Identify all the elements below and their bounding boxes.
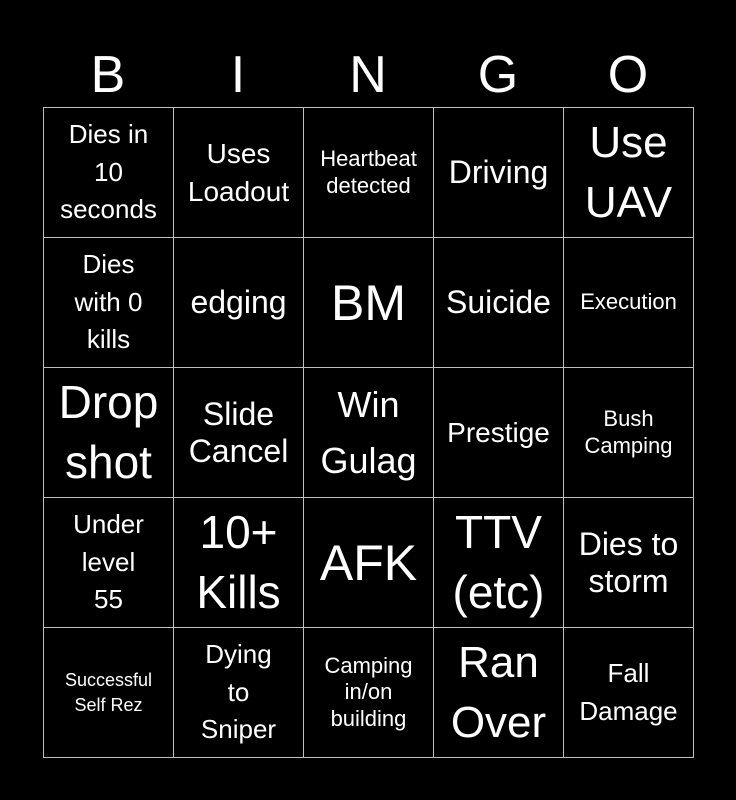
bingo-cell-dies-with-0-kills[interactable] [43, 237, 174, 368]
bingo-cell-uses-loadout[interactable] [173, 107, 304, 238]
cell-label: Driving [448, 154, 549, 191]
bingo-cell-edging[interactable] [173, 237, 304, 368]
cell-label: Successful Self Rez [64, 670, 153, 715]
bingo-cell-camping-in-on-building[interactable] [303, 627, 434, 758]
header-letter-n: N [349, 46, 387, 104]
bingo-cell-under-level-55[interactable] [43, 497, 174, 628]
bingo-cell-bush-camping[interactable] [563, 367, 694, 498]
cell-label: Suicide [446, 284, 551, 321]
bingo-cell-driving[interactable] [433, 107, 564, 238]
header-letter-o: O [607, 46, 649, 104]
bingo-cell-slide-cancel[interactable] [173, 367, 304, 498]
header-letter-b: B [90, 46, 126, 104]
cell-label: BM [331, 274, 406, 331]
header-letter-g: G [477, 46, 519, 104]
bingo-cell-fall-damage[interactable] [563, 627, 694, 758]
header-letter-i: I [230, 46, 246, 104]
cell-label: TTV (etc) [452, 505, 545, 618]
cell-label: Uses Loadout [187, 137, 290, 207]
cell-label: Win Gulag [320, 383, 417, 481]
bingo-cell-heartbeat-detected[interactable] [303, 107, 434, 238]
bingo-cell-win-gulag[interactable] [303, 367, 434, 498]
cell-label: Camping in/on building [324, 652, 413, 731]
cell-label: edging [190, 284, 287, 321]
bingo-cell-drop-shot[interactable] [43, 367, 174, 498]
bingo-cell-bm[interactable] [303, 237, 434, 368]
cell-label: Under level 55 [73, 508, 144, 615]
cell-label: Heartbeat detected [320, 146, 417, 198]
cell-label: Drop shot [58, 375, 159, 488]
bingo-cell-suicide[interactable] [433, 237, 564, 368]
bingo-cell-execution[interactable] [563, 237, 694, 368]
bingo-cell-ttv-etc[interactable] [433, 497, 564, 628]
bingo-cell-prestige[interactable] [433, 367, 564, 498]
bingo-cell-afk[interactable] [303, 497, 434, 628]
cell-label: Dies with 0 kills [74, 248, 143, 355]
cell-label: Bush Camping [584, 406, 673, 458]
cell-label: Prestige [447, 416, 550, 448]
bingo-cell-successful-self-rez[interactable] [43, 627, 174, 758]
cell-label: Dying to Sniper [200, 638, 277, 745]
bingo-cell-dies-to-storm[interactable] [563, 497, 694, 628]
cell-label: Dies in 10 seconds [60, 118, 157, 225]
bingo-cell-dies-in-10-seconds[interactable] [43, 107, 174, 238]
cell-label: Ran Over [450, 638, 547, 747]
cell-label: Execution [580, 289, 677, 315]
cell-label: Dies to storm [578, 525, 679, 599]
bingo-cell-use-uav[interactable] [563, 107, 694, 238]
bingo-board [43, 107, 693, 757]
cell-label: Use UAV [584, 118, 673, 227]
bingo-cell-10-plus-kills[interactable] [173, 497, 304, 628]
cell-label: Fall Damage [579, 657, 678, 726]
bingo-header [43, 42, 693, 108]
cell-label: AFK [319, 534, 418, 591]
cell-label: 10+ Kills [196, 505, 281, 618]
bingo-cell-dying-to-sniper[interactable] [173, 627, 304, 758]
bingo-cell-ran-over[interactable] [433, 627, 564, 758]
cell-label: Slide Cancel [188, 395, 289, 469]
